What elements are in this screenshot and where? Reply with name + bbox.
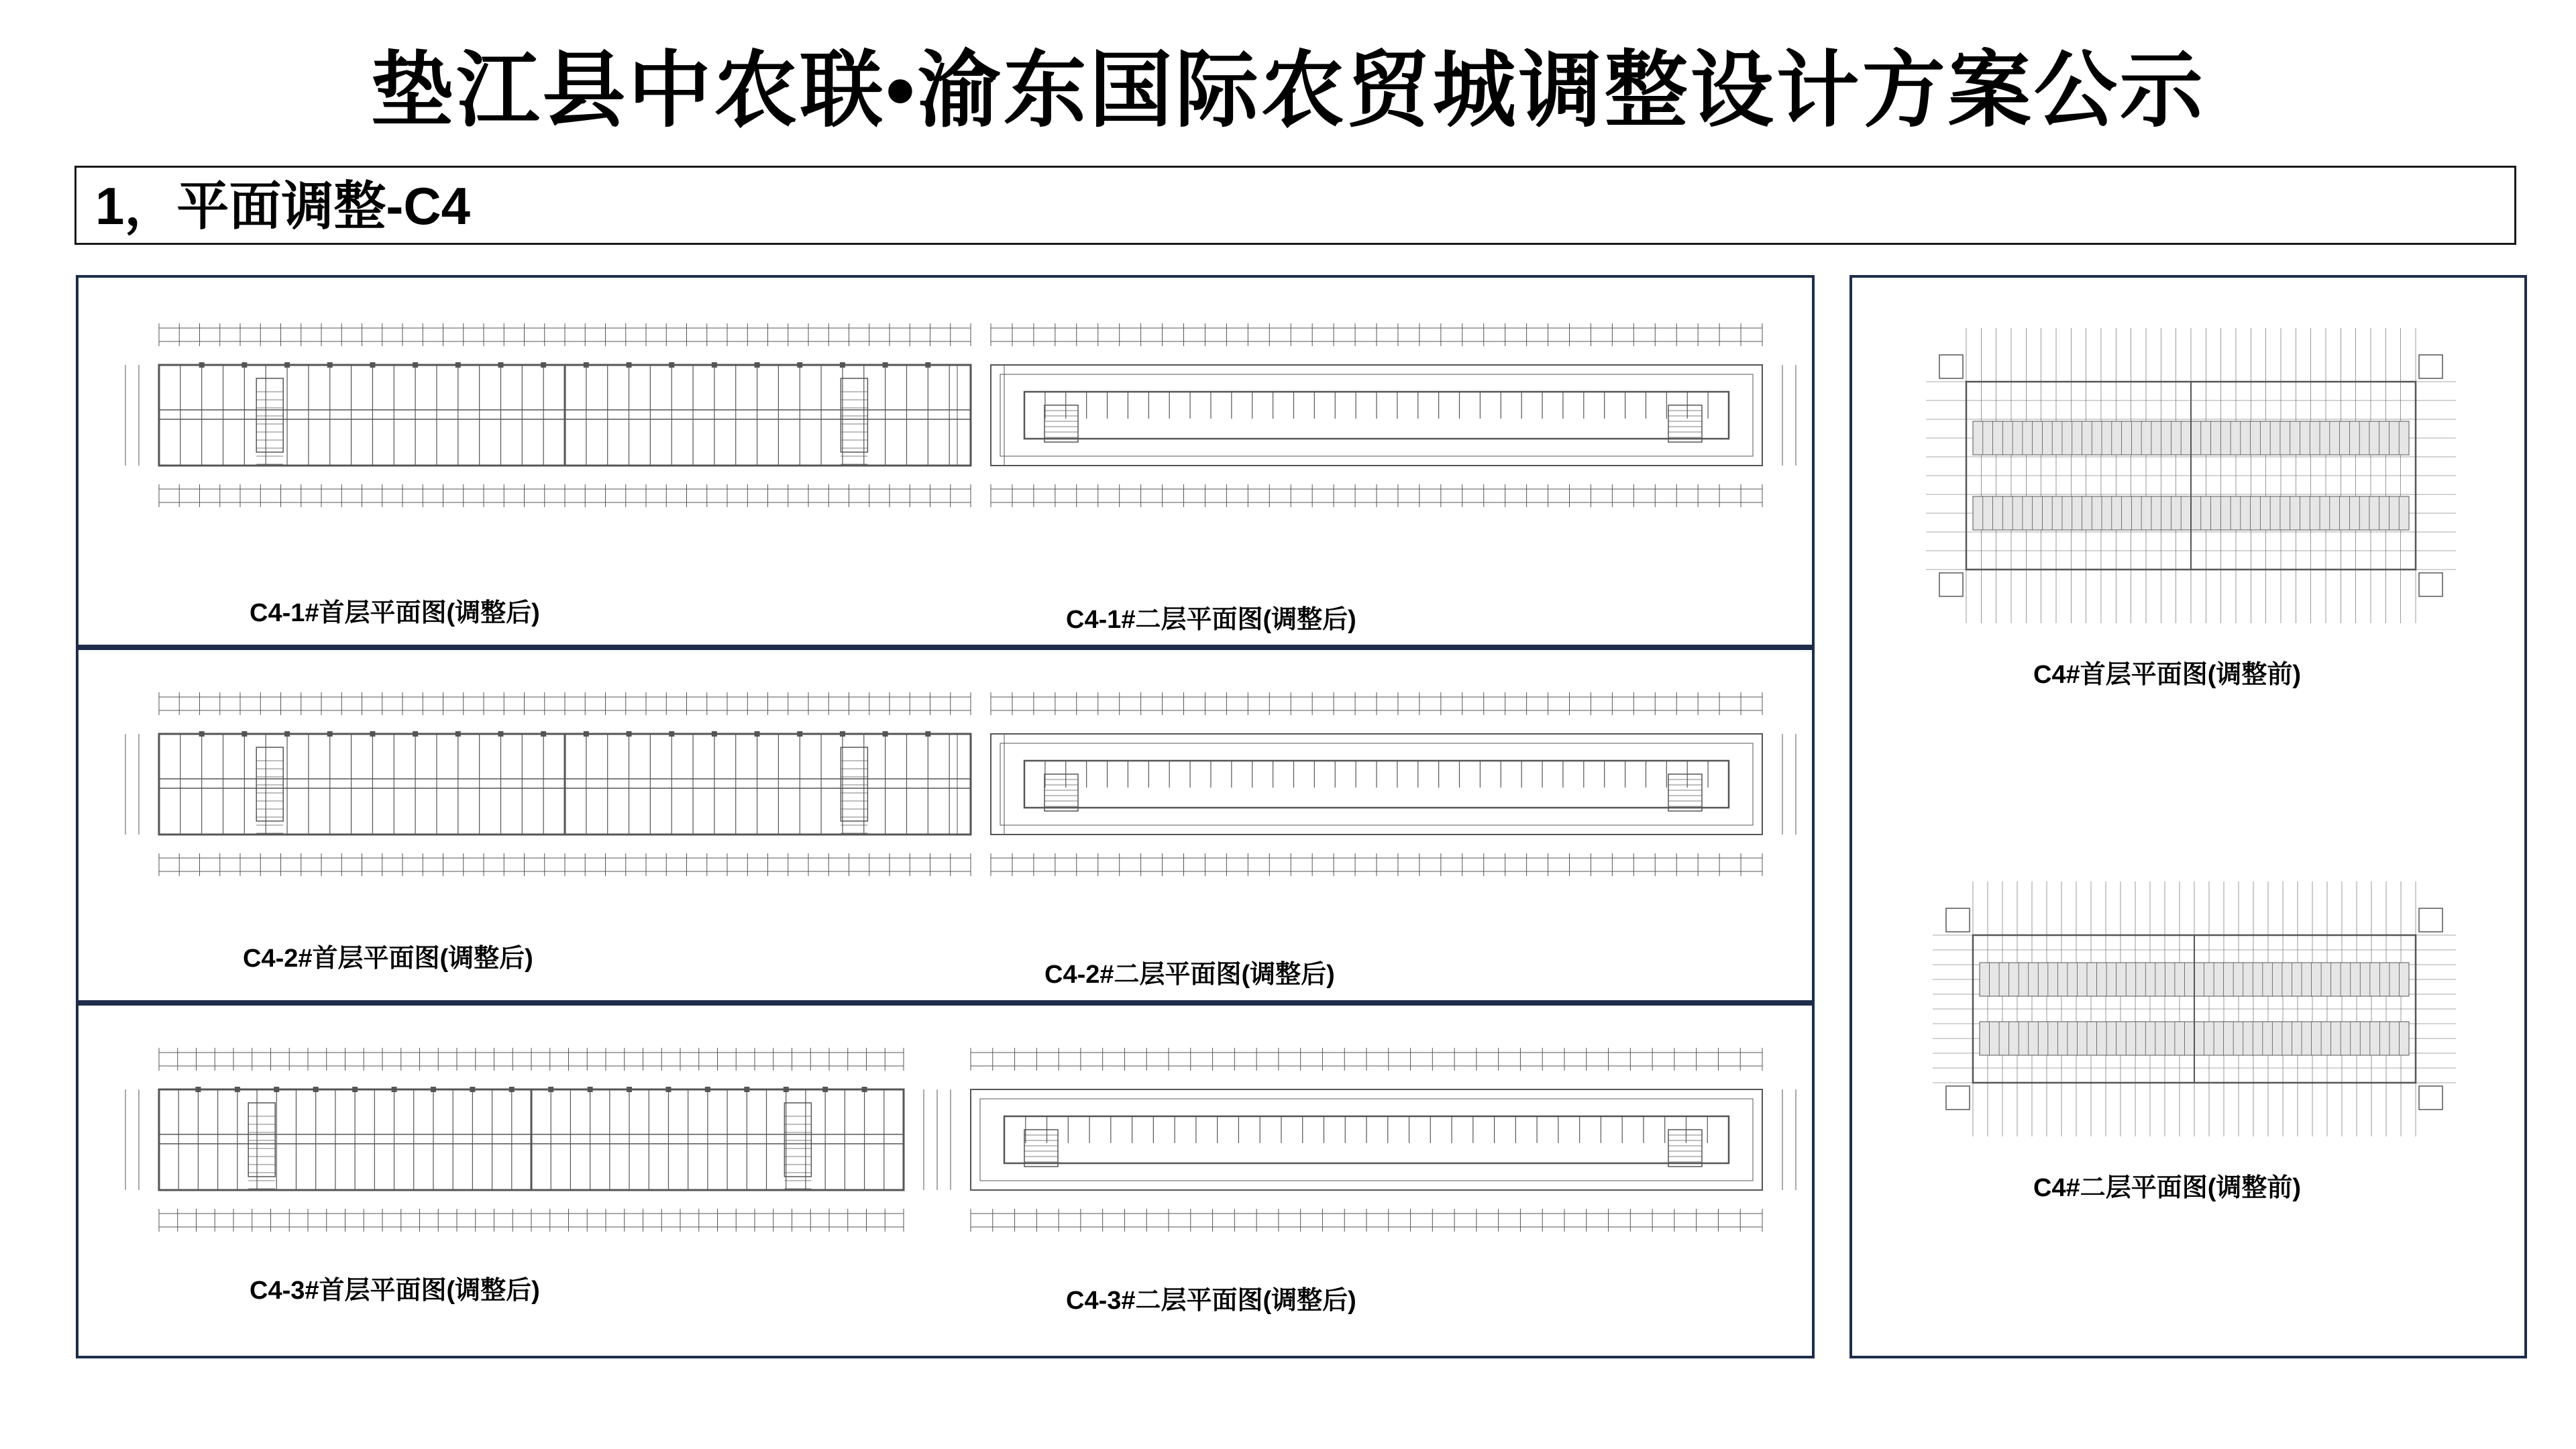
caption-c4-2-first: C4-2#首层平面图(调整后)	[243, 945, 533, 973]
c4-2-second-floor-plan	[951, 687, 1803, 881]
plan-drawing	[951, 318, 1803, 513]
page-title: 垫江县中农联•渝东国际农贸城调整设计方案公示	[370, 44, 2206, 137]
c4-3-second-floor-plan	[930, 1042, 1803, 1237]
plan-drawing	[930, 1042, 1803, 1237]
plan-drawing	[132, 687, 998, 881]
caption-c4-first-before: C4#首层平面图(调整前)	[2033, 661, 2302, 689]
panel-c4-3	[76, 1003, 1815, 1358]
c4-second-floor-plan-before	[1919, 868, 2469, 1150]
c4-1-second-floor-plan	[951, 318, 1803, 513]
plan-drawing	[132, 318, 998, 513]
caption-c4-3-second: C4-3#二层平面图(调整后)	[1066, 1287, 1356, 1315]
plan-drawing	[951, 687, 1803, 881]
c4-first-floor-plan-before	[1913, 315, 2469, 637]
plan-drawing	[132, 1042, 930, 1237]
plan-drawing	[1913, 315, 2469, 637]
panel-c4-before	[1849, 275, 2527, 1358]
caption-c4-3-first: C4-3#首层平面图(调整后)	[250, 1277, 540, 1305]
section-title: 1，平面调整-C4	[95, 176, 471, 235]
panel-c4-2	[76, 647, 1815, 1003]
c4-2-first-floor-plan	[132, 687, 998, 881]
c4-1-first-floor-plan	[132, 318, 998, 513]
caption-c4-2-second: C4-2#二层平面图(调整后)	[1044, 961, 1335, 989]
c4-3-first-floor-plan	[132, 1042, 930, 1237]
caption-c4-1-second: C4-1#二层平面图(调整后)	[1066, 606, 1356, 634]
caption-c4-second-before: C4#二层平面图(调整前)	[2033, 1174, 2302, 1202]
plan-drawing	[1919, 868, 2469, 1150]
section-header	[74, 166, 2516, 245]
caption-c4-1-first: C4-1#首层平面图(调整后)	[250, 599, 540, 627]
panel-c4-1	[76, 275, 1815, 647]
